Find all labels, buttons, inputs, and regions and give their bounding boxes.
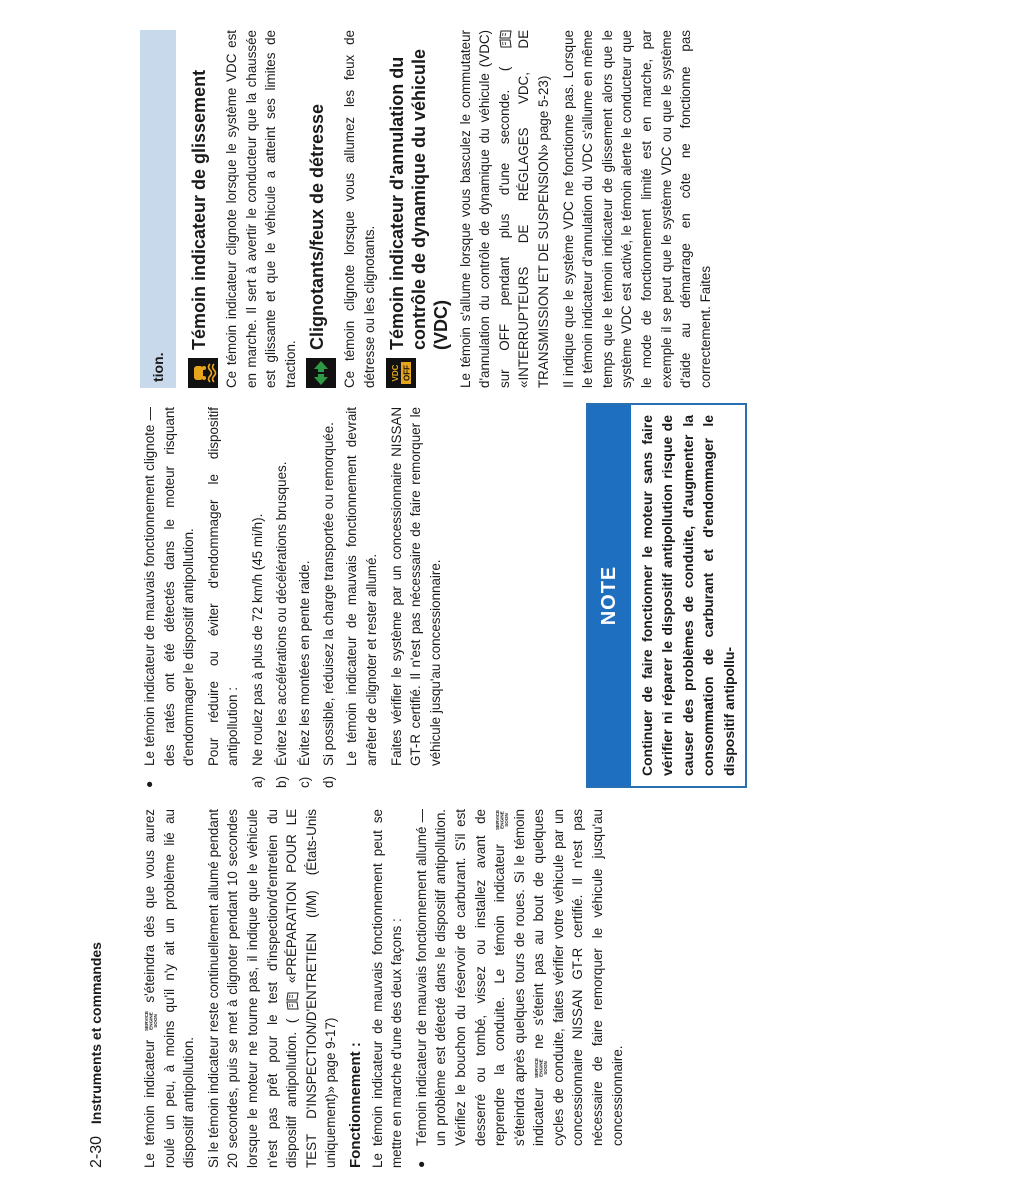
section-name: Instruments et commandes (88, 942, 104, 1125)
svg-text:SOON: SOON (503, 813, 509, 827)
heading-hazard: Clignotants/feux de détresse (307, 103, 328, 350)
text: Évitez les montées en pente raide. (297, 560, 313, 766)
text: Si le témoin indicateur reste continuellement allumé pendant 20 secondes, puis se met à clignoter pendant 10 secondes lorsque le moteur ne tourne pas, il indique que le véhicule n'est pas prêt pour le test d'inspection/d'entretien du dispositif antipollution. ( (205, 809, 300, 1168)
svg-text:ENGINE: ENGINE (499, 811, 505, 829)
paragraph (140, 809, 199, 1168)
paragraph: Faites vérifier le système par un concessionnaire NISSAN GT-R certifié. Il n'est pas nécessaire de faire remorquer le véhicule jusqu'au concessionnaire. (388, 407, 443, 766)
bullet-item (412, 809, 628, 1168)
paragraph: Il indique que le système VDC ne fonctionne pas. Lorsque le témoin indicateur d'annulation du VDC s'allume en même temps que le témoin indicateur de glissement alors que le système VDC est activé, le témoin alerte le conducteur que le mode de fonctionnement limité est en marche, par exemple il se peut que le système VDC ou que le système d'aide au démarrage en côte ne fonctionne pas correctement. Faites (560, 30, 713, 388)
slip-indicator-icon (188, 358, 218, 388)
note-box (586, 403, 747, 788)
svg-text:SERVICE: SERVICE (533, 1058, 539, 1079)
svg-text:SOON: SOON (542, 1061, 548, 1076)
list-key: c) (297, 776, 313, 788)
list-key: a) (249, 776, 265, 788)
svg-text:SERVICE: SERVICE (494, 809, 500, 831)
turn-signal-icon (306, 358, 336, 388)
list-key: d) (320, 776, 336, 788)
page-footer (88, 942, 106, 1168)
heading-slip: Témoin indicateur de glissement (189, 69, 209, 350)
column-1 (140, 809, 988, 1168)
text: s'éteindra après quelques tours de roues. Si le témoin indicateur (511, 809, 547, 1146)
svg-text:ENGINE: ENGINE (538, 1059, 544, 1078)
text: Si possible, réduisez la charge transportée ou remorquée. (320, 422, 336, 766)
column-3 (182, 30, 1030, 388)
svg-text:OFF: OFF (402, 365, 412, 381)
text: «INTERRUPTEURS DE RÉGLAGES VDC, DE TRANSMISSION ET DE SUSPENSION» page 5-23) (516, 30, 551, 388)
section-heading-slip (188, 30, 218, 388)
paragraph (204, 809, 341, 1168)
text: «PRÉPARATION POUR LE TEST D'INSPECTION/D'ENTRETIEN (I/M) (États-Unis uniquement)» page 9-17) (284, 809, 339, 1168)
text: Le témoin indicateur (142, 1039, 157, 1168)
section-heading-hazard (306, 30, 336, 388)
book-reference-icon (499, 30, 512, 48)
service-engine-soon-icon (143, 1010, 157, 1032)
text: s'éteindra dès que vous aurez roulé un peu, à moins qu'il n'y ait un problème lié au dispositif antipollution. (142, 809, 197, 1168)
note-title: NOTE (588, 405, 631, 786)
paragraph: Le témoin indicateur de mauvais fonctionnement peut se mettre en marche d'une des deux façons : (369, 809, 405, 1168)
page-number: 2-30 (88, 1135, 105, 1168)
paragraph: Ce témoin indicateur clignote lorsque le système VDC est en marche. Il sert à avertir le conducteur que la chaussée est glissante et que le véhicule a atteint ses limites de traction. (224, 30, 298, 388)
list-item (248, 407, 268, 788)
paragraph: Pour réduire ou éviter d'endommager le dispositif antipollution : (205, 407, 241, 766)
paragraph: Le témoin indicateur de mauvais fonctionnement devrait arrêter de clignoter et rester allumé. (344, 407, 379, 766)
heading-vdc: Témoin indicateur d'annulation du contrôle de dynamique du véhicule (VDC) (386, 48, 451, 350)
book-reference-icon (286, 992, 299, 1010)
list-item (272, 407, 292, 788)
list-key: b) (273, 776, 289, 788)
vdc-off-icon (386, 358, 416, 388)
note-body: Continuer de faire fonctionner le moteur sans faire vérifier ni réparer le dispositif antipollution risque de causer des problèmes de conduite, d'augmenter la consommation de carburant et d'endommager le dispositif antipollu- (639, 415, 737, 776)
text: Témoin indicateur de mauvais fonctionnement allumé — un problème est détecté dans le dispositif antipollution. Vérifiez le bouchon du réservoir de carburant. S'il est desserré ou tombé, vissez ou installez avant de reprendre la conduite. Le témoin indicateur (413, 809, 508, 1146)
list-item (319, 407, 339, 788)
service-engine-soon-icon (494, 809, 508, 831)
section-heading-vdc (386, 30, 452, 388)
paragraph (456, 30, 554, 388)
continuation-bar: tion. (140, 30, 176, 388)
paragraph: Ce témoin clignote lorsque vous allumez les feux de détresse ou les clignotants. (342, 30, 377, 388)
service-engine-soon-icon (533, 1057, 547, 1079)
text: Le témoin s'allume lorsque vous basculez le commutateur d'annulation du contrôle de dynamique du véhicule (VDC) sur OFF pendant plus d'une seconde. ( (457, 30, 512, 388)
svg-text:VDC: VDC (390, 364, 400, 382)
column-2 (140, 407, 988, 788)
bullet-item: ● Le témoin indicateur de mauvais fonctionnement clignote — des ratés ont été détectés dans le moteur risquant d'endommager le dispositif antipollution. (140, 407, 199, 788)
svg-text:SERVICE: SERVICE (144, 1011, 150, 1032)
svg-text:ENGINE: ENGINE (148, 1012, 154, 1030)
text: Ne roulez pas à plus de 72 km/h (45 mi/h). (249, 513, 265, 766)
list-item (295, 407, 315, 788)
heading-fonctionnement: Fonctionnement : (346, 1042, 364, 1168)
text: Évitez les accélérations ou décélérations brusques. (273, 461, 289, 766)
text: ne s'éteint pas au bout de quelques cycles de conduite, faites vérifier votre véhicule par un concessionnaire NISSAN GT-R certifié. Il n'est pas nécessaire de faire remorquer le véhicule jusqu'au concessionnaire. (531, 809, 625, 1146)
svg-text:SOON: SOON (153, 1014, 159, 1028)
